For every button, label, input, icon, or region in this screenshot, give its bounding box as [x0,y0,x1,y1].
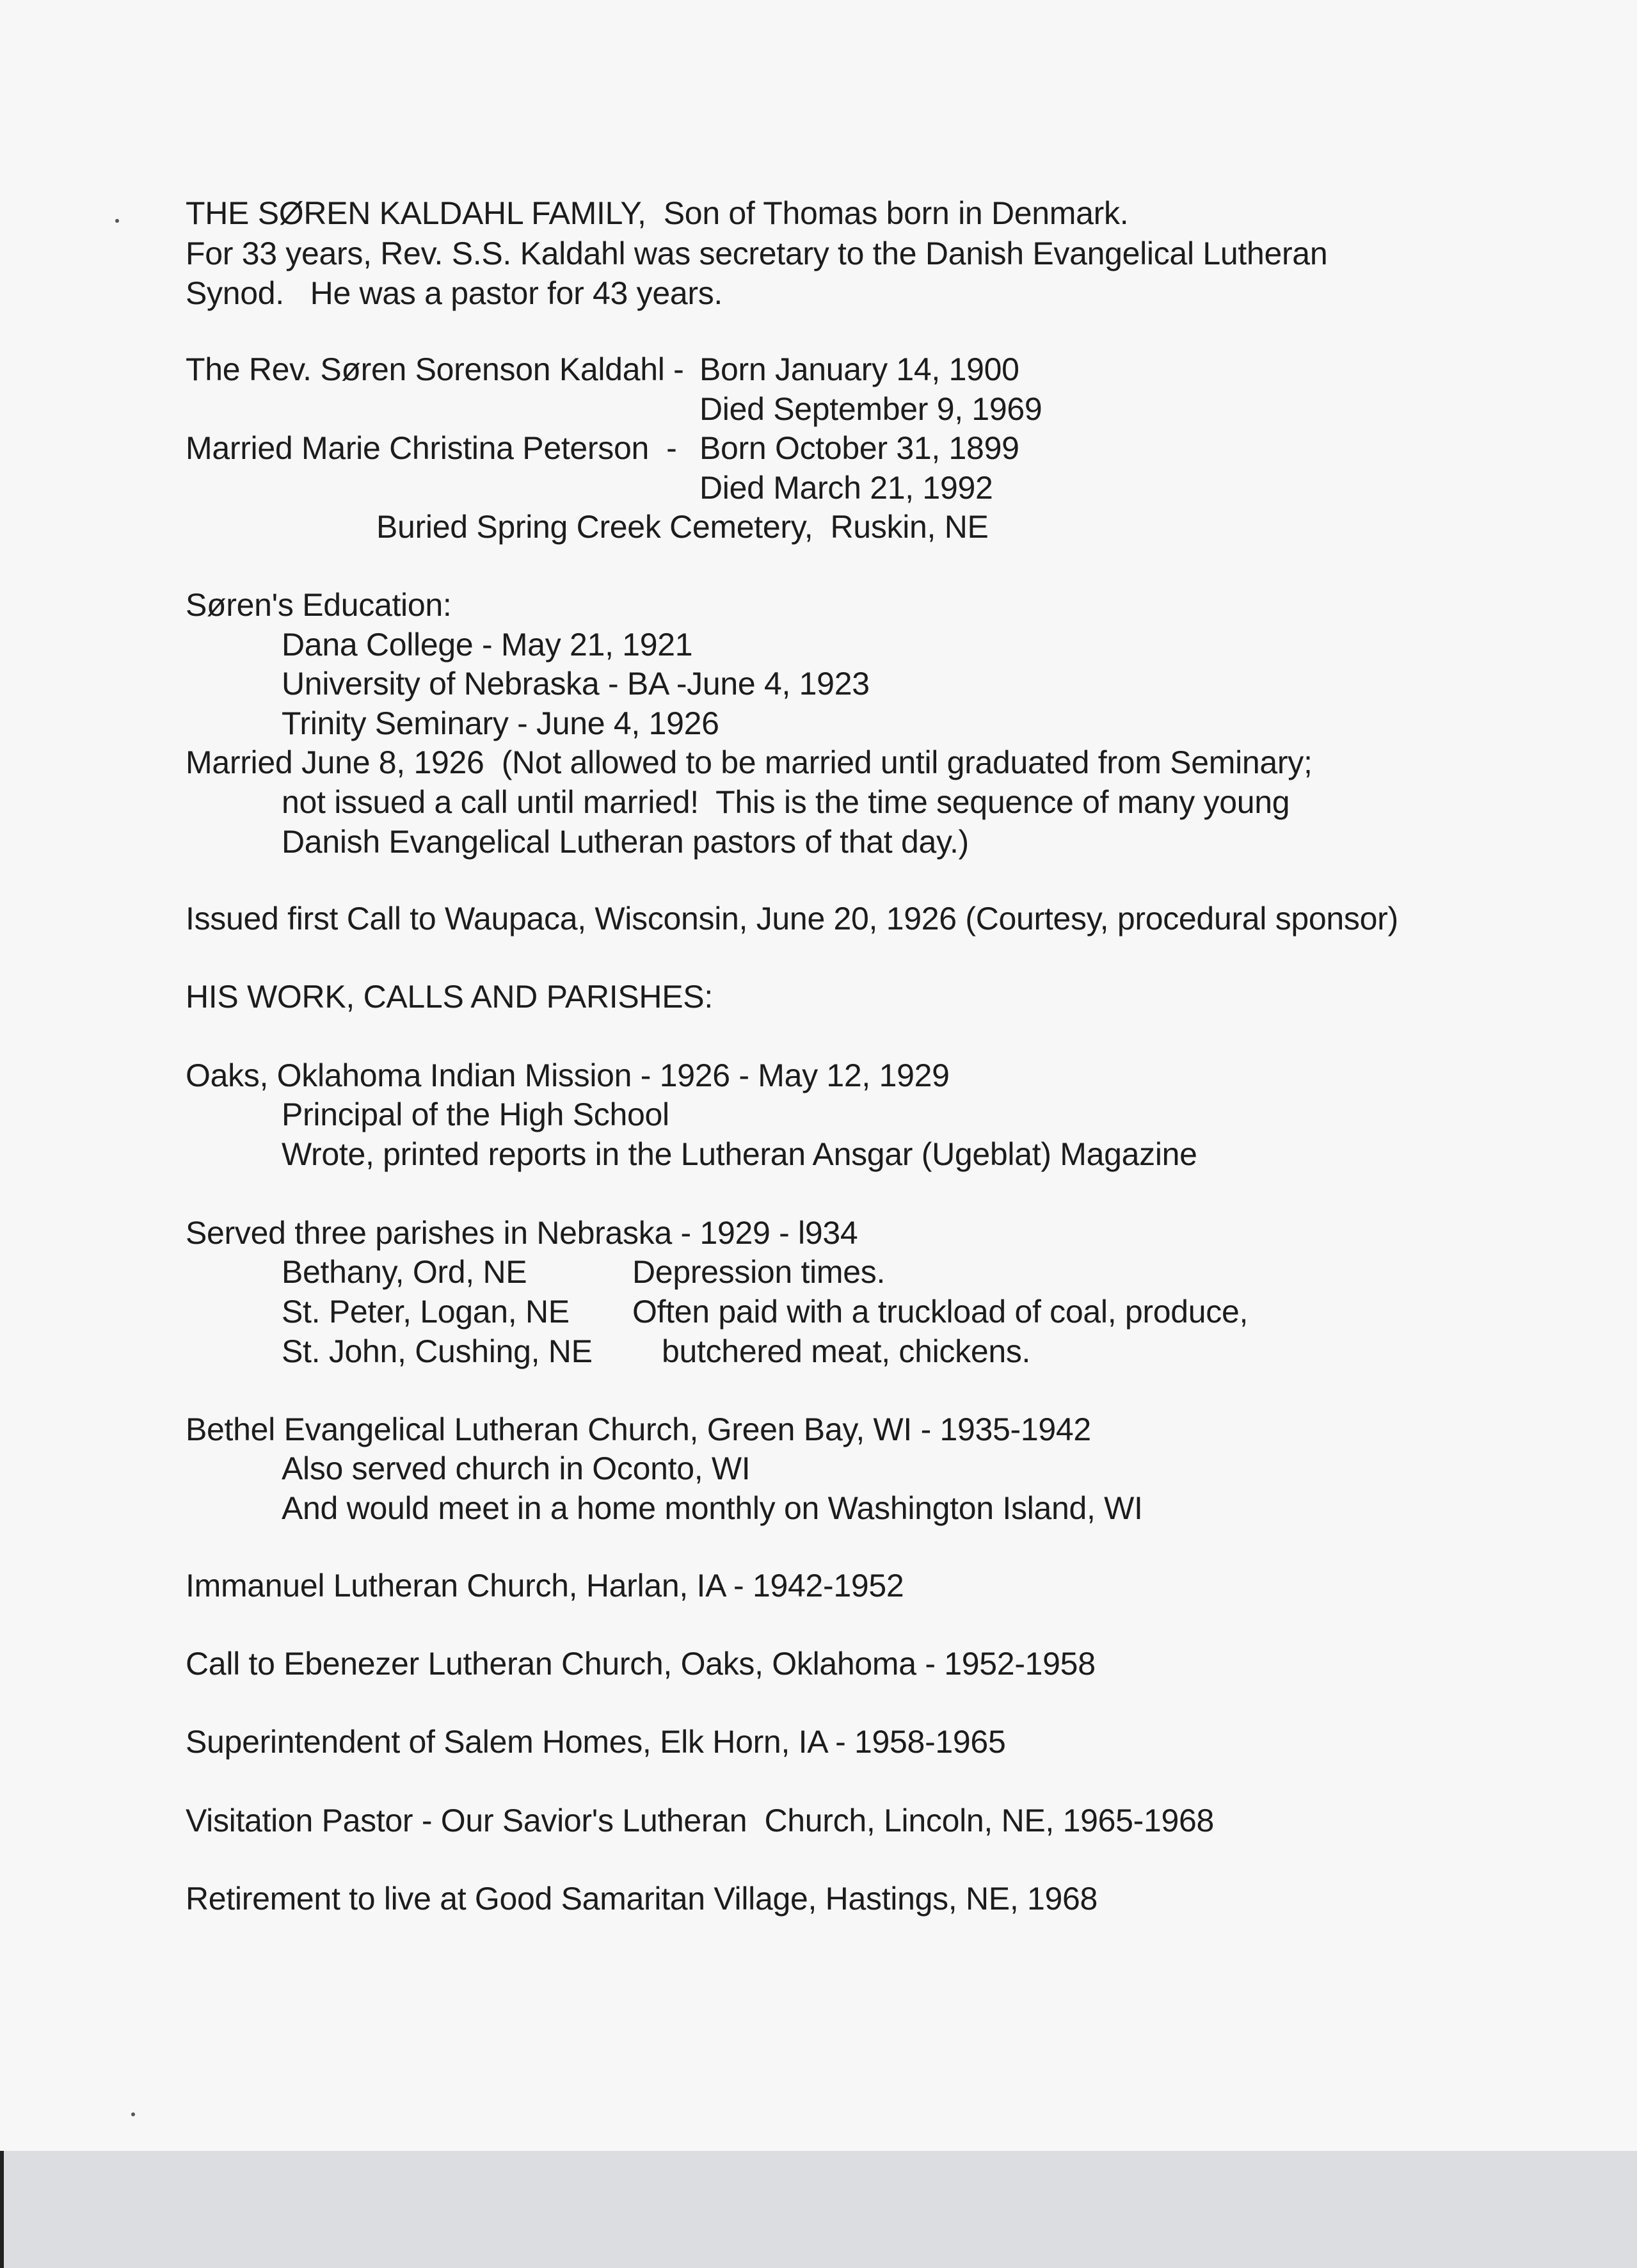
parish-note: Depression times. [632,1254,886,1290]
rev-died: Died September 9, 1969 [699,391,1042,427]
rev-born: Born January 14, 1900 [699,351,1019,387]
visitation-text: Visitation Pastor - Our Savior's Lutheran Church, Lincoln, NE, 1965-1968 [186,1803,1215,1838]
salem-text: Superintendent of Salem Homes, Elk Horn, IA - 1958-1965 [186,1724,1006,1760]
spouse-died: Died March 21, 1992 [699,470,993,506]
paper-speck [115,219,119,223]
work-heading: HIS WORK, CALLS AND PARISHES: [186,979,713,1015]
married-text: Danish Evangelical Lutheran pastors of that day.) [282,824,969,860]
parish-name: St. Peter, Logan, NE [282,1294,570,1330]
first-call-text: Issued first Call to Waupaca, Wisconsin, June 20, 1926 (Courtesy, procedural sponsor) [186,901,1398,937]
education-item: University of Nebraska - BA -June 4, 1923 [282,666,870,702]
parish-name: St. John, Cushing, NE [282,1333,593,1369]
nebraska-title: Served three parishes in Nebraska - 1929 - l934 [186,1215,858,1251]
scan-edge-mark [0,2151,4,2268]
rev-name: The Rev. Søren Sorenson Kaldahl - [186,351,684,387]
education-item: Dana College - May 21, 1921 [282,627,693,663]
spouse-born: Born October 31, 1899 [699,430,1019,466]
parish-name: Bethany, Ord, NE [282,1254,527,1290]
education-item: Trinity Seminary - June 4, 1926 [282,705,719,741]
oaks-detail: Principal of the High School [282,1097,669,1132]
family-title: THE SØREN KALDAHL FAMILY, Son of Thomas born in Denmark. [186,195,1129,231]
retirement-text: Retirement to live at Good Samaritan Village, Hastings, NE, 1968 [186,1881,1098,1917]
bethel-detail: Also served church in Oconto, WI [282,1451,751,1486]
parish-note: butchered meat, chickens. [662,1333,1031,1369]
secretary-text: For 33 years, Rev. S.S. Kaldahl was secretary to the Danish Evangelical Lutheran [186,236,1328,271]
parish-note: Often paid with a truckload of coal, produce, [632,1294,1249,1330]
education-heading: Søren's Education: [186,587,452,623]
oaks-detail: Wrote, printed reports in the Lutheran Ansgar (Ugeblat) Magazine [282,1136,1197,1172]
paper-speck [131,2112,135,2116]
bethel-detail: And would meet in a home monthly on Washington Island, WI [282,1490,1143,1526]
married-text: not issued a call until married! This is the time sequence of many young [282,784,1290,820]
married-text: Married June 8, 1926 (Not allowed to be married until graduated from Seminary; [186,744,1313,780]
bethel-title: Bethel Evangelical Lutheran Church, Green Bay, WI - 1935-1942 [186,1411,1091,1447]
oaks-title: Oaks, Oklahoma Indian Mission - 1926 - May 12, 1929 [186,1058,950,1093]
spouse-name: Married Marie Christina Peterson - [186,430,677,466]
pastor-years-text: Synod. He was a pastor for 43 years. [186,275,723,311]
burial-text: Buried Spring Creek Cemetery, Ruskin, NE [376,509,989,545]
ebenezer-text: Call to Ebenezer Lutheran Church, Oaks, Oklahoma - 1952-1958 [186,1646,1096,1682]
scanner-background [0,2151,1637,2268]
immanuel-text: Immanuel Lutheran Church, Harlan, IA - 1942-1952 [186,1568,904,1604]
